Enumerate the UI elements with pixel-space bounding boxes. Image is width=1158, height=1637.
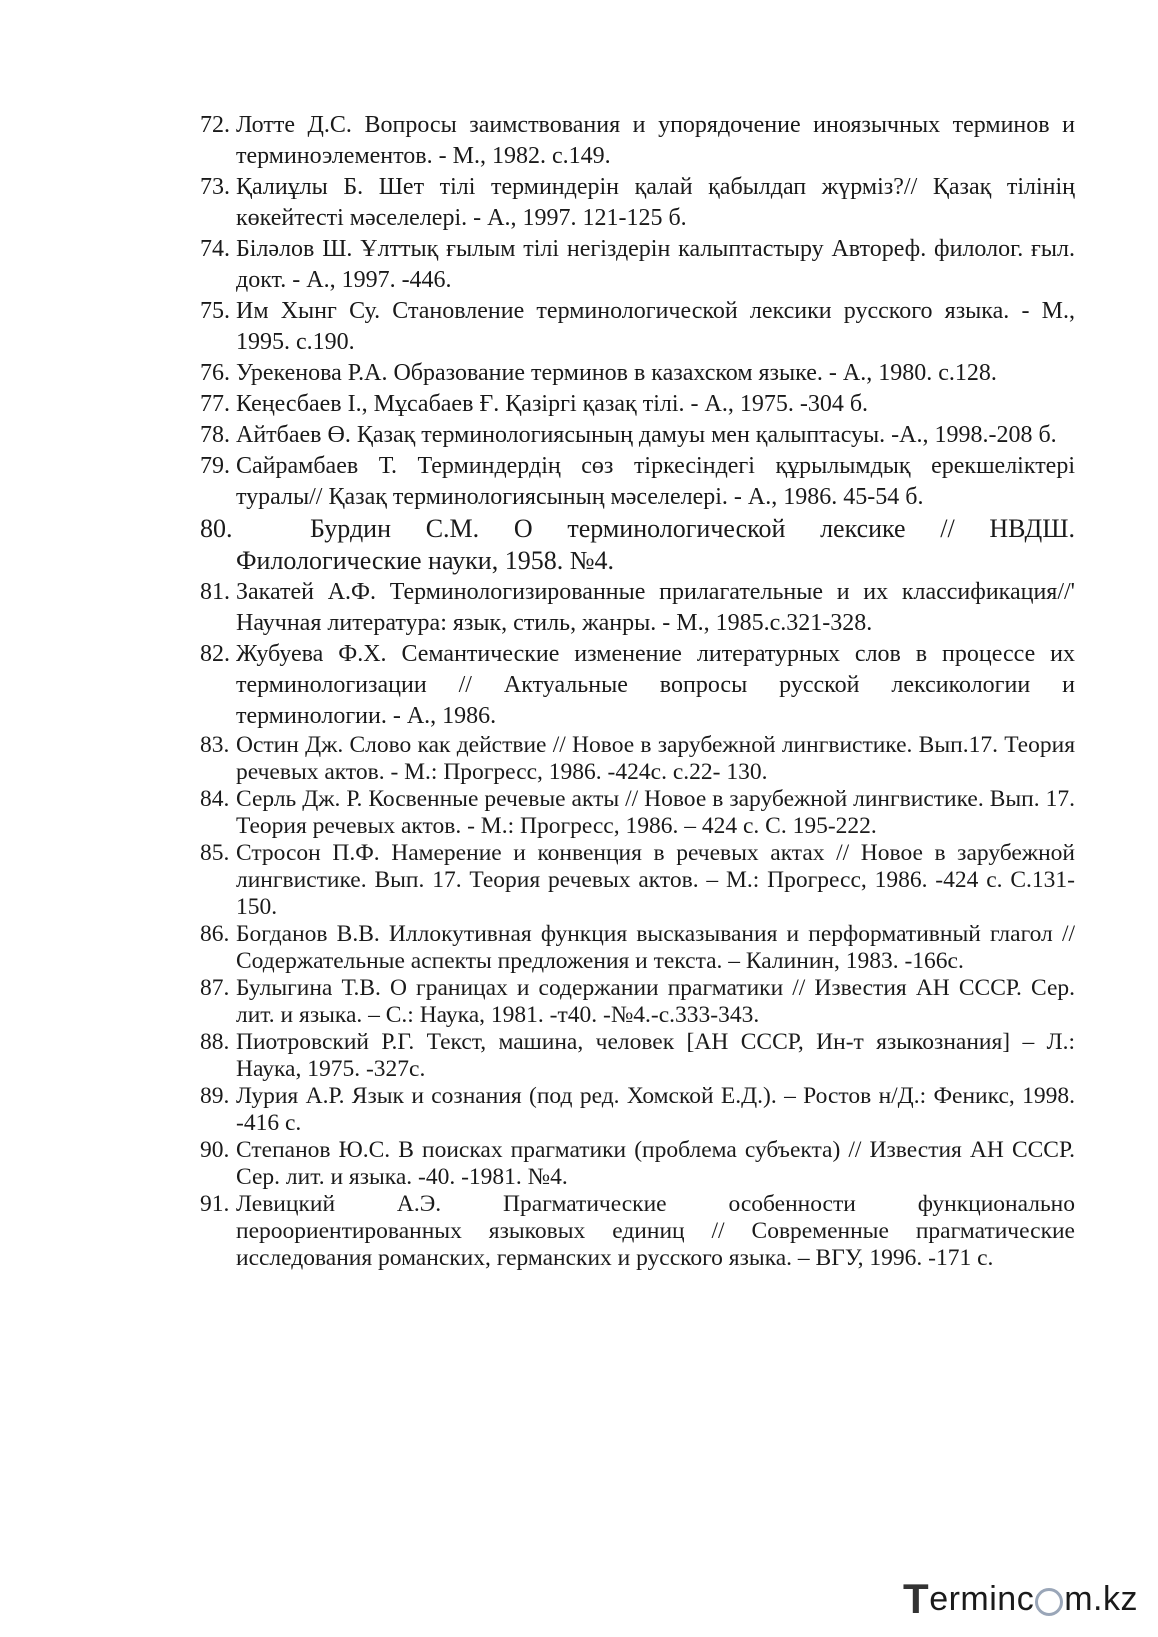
reference-number: 83.: [200, 732, 230, 758]
reference-text: Кеңесбаев І., Мұсабаев Ғ. Қазіргі қазақ тілі. - А., 1975. -304 б.: [236, 391, 869, 417]
reference-item: [200, 1137, 1075, 1191]
reference-text: Закатей А.Ф. Терминологизированные прилагательные и их классификация//' Научная литература: язык, стиль, жанры. - М., 1985.с.321-328.: [236, 579, 1075, 636]
reference-item: [200, 840, 1075, 921]
termincom-logo: [903, 1575, 1138, 1622]
reference-text: Лурия А.Р. Язык и сознания (под ред. Хомской Е.Д.). – Ростов н/Д.: Феникс, 1998. -416 с.: [236, 1083, 1075, 1136]
reference-item: [200, 975, 1075, 1029]
reference-number: 78.: [200, 422, 230, 448]
reference-text: Пиотровский Р.Г. Текст, машина, человек [АН СССР, Ин-т языкознания] – Л.: Наука, 1975. -327с.: [236, 1029, 1075, 1082]
reference-text: Булыгина Т.В. О границах и содержании прагматики // Известия АН СССР. Сер. лит. и языка. – С.: Наука, 1981. -т40. -№4.-с.333-343.: [236, 975, 1075, 1028]
reference-number: 73.: [200, 174, 230, 200]
reference-item: [200, 921, 1075, 975]
reference-item: [200, 1029, 1075, 1083]
reference-text: Сайрамбаев Т. Терминдердің сөз тіркесіндегі құрылымдық ерекшеліктері туралы// Қазақ терминологиясының мәселелері. - А., 1986. 45-54 б.: [236, 453, 1075, 510]
reference-item: [200, 358, 1075, 389]
reference-item: [200, 577, 1075, 639]
reference-number: 75.: [200, 298, 230, 324]
reference-item: [200, 389, 1075, 420]
reference-list: [200, 110, 1075, 1272]
reference-text: Біләлов Ш. Ұлттық ғылым тілі негіздерін калыптастыру Автореф. филолог. ғыл. докт. - А., 1997. -446.: [236, 236, 1075, 293]
reference-number: 91.: [200, 1191, 230, 1217]
logo-c-letter: c: [1016, 1579, 1035, 1618]
reference-number: 81.: [200, 579, 230, 605]
reference-number: 77.: [200, 391, 230, 417]
logo-t-letter: T: [903, 1575, 930, 1622]
reference-number: 86.: [200, 921, 230, 947]
reference-number: 90.: [200, 1137, 230, 1163]
reference-number: 89.: [200, 1083, 230, 1109]
reference-number: 82.: [200, 641, 230, 667]
reference-item: [200, 172, 1075, 234]
reference-number: 74.: [200, 236, 230, 262]
reference-text: Богданов В.В. Иллокутивная функция высказывания и перформативный глагол // Содержательные аспекты предложения и текста. – Калинин, 1983. -166с.: [236, 921, 1075, 974]
globe-icon: [1035, 1588, 1063, 1616]
reference-number: 84.: [200, 786, 230, 812]
reference-text: Жубуева Ф.Х. Семантические изменение литературных слов в процессе их терминологизации // Актуальные вопросы русской лексикологии и терминологии. - А., 1986.: [236, 641, 1075, 729]
reference-item: [200, 639, 1075, 732]
reference-text: Бурдин С.М. О терминологической лексике // НВДШ. Филологические науки, 1958. №4.: [236, 514, 1075, 575]
reference-text: Айтбаев Ө. Қазақ терминологиясының дамуы мен қалыптасуы. -А., 1998.-208 б.: [236, 422, 1057, 448]
reference-item: [200, 234, 1075, 296]
reference-text: Лотте Д.С. Вопросы заимствования и упорядочение иноязычных терминов и терминоэлементов. - М., 1982. с.149.: [236, 112, 1075, 169]
reference-text: Степанов Ю.С. В поисках прагматики (проблема субъекта) // Известия АН СССР. Сер. лит. и языка. -40. -1981. №4.: [236, 1137, 1075, 1190]
reference-number: 88.: [200, 1029, 230, 1055]
logo-text-start: ermin: [929, 1579, 1017, 1618]
reference-text: Остин Дж. Слово как действие // Новое в зарубежной лингвистике. Вып.17. Теория речевых актов. - М.: Прогресс, 1986. -424с. с.22- 130.: [236, 732, 1075, 785]
reference-number: 76.: [200, 360, 230, 386]
reference-item: [200, 732, 1075, 786]
reference-text: Стросон П.Ф. Намерение и конвенция в речевых актах // Новое в зарубежной лингвистике. Вып. 17. Теория речевых актов. – М.: Прогресс, 1986. -424 с. С.131-150.: [236, 840, 1075, 920]
reference-number: 72.: [200, 112, 230, 138]
reference-item: [200, 296, 1075, 358]
reference-item: [200, 513, 1075, 577]
reference-item: [200, 420, 1075, 451]
reference-text: Левицкий А.Э. Прагматические особенности функционально пероориентированных языковых единиц // Современные прагматические исследования романских, германских и русского языка. – ВГУ, 1996. -171 с.: [236, 1191, 1075, 1271]
reference-number: 85.: [200, 840, 230, 866]
reference-item: [200, 110, 1075, 172]
logo-text-end: m.kz: [1064, 1579, 1138, 1618]
reference-number: 87.: [200, 975, 230, 1001]
reference-number: 80.: [200, 514, 233, 543]
reference-text: Қалиұлы Б. Шет тілі терминдерін қалай қабылдап жүрміз?// Қазақ тілінің көкейтесті мәселелері. - А., 1997. 121-125 б.: [236, 174, 1075, 231]
reference-text: Им Хынг Су. Становление терминологической лексики русского языка. - М., 1995. с.190.: [236, 298, 1075, 355]
reference-item: [200, 451, 1075, 513]
reference-item: [200, 1083, 1075, 1137]
reference-item: [200, 786, 1075, 840]
reference-item: [200, 1191, 1075, 1272]
reference-number: 79.: [200, 453, 230, 479]
reference-text: Серль Дж. Р. Косвенные речевые акты // Новое в зарубежной лингвистике. Вып. 17. Теория речевых актов. - М.: Прогресс, 1986. – 424 с. С. 195-222.: [236, 786, 1075, 839]
reference-text: Урекенова Р.А. Образование терминов в казахском языке. - А., 1980. с.128.: [236, 360, 997, 386]
